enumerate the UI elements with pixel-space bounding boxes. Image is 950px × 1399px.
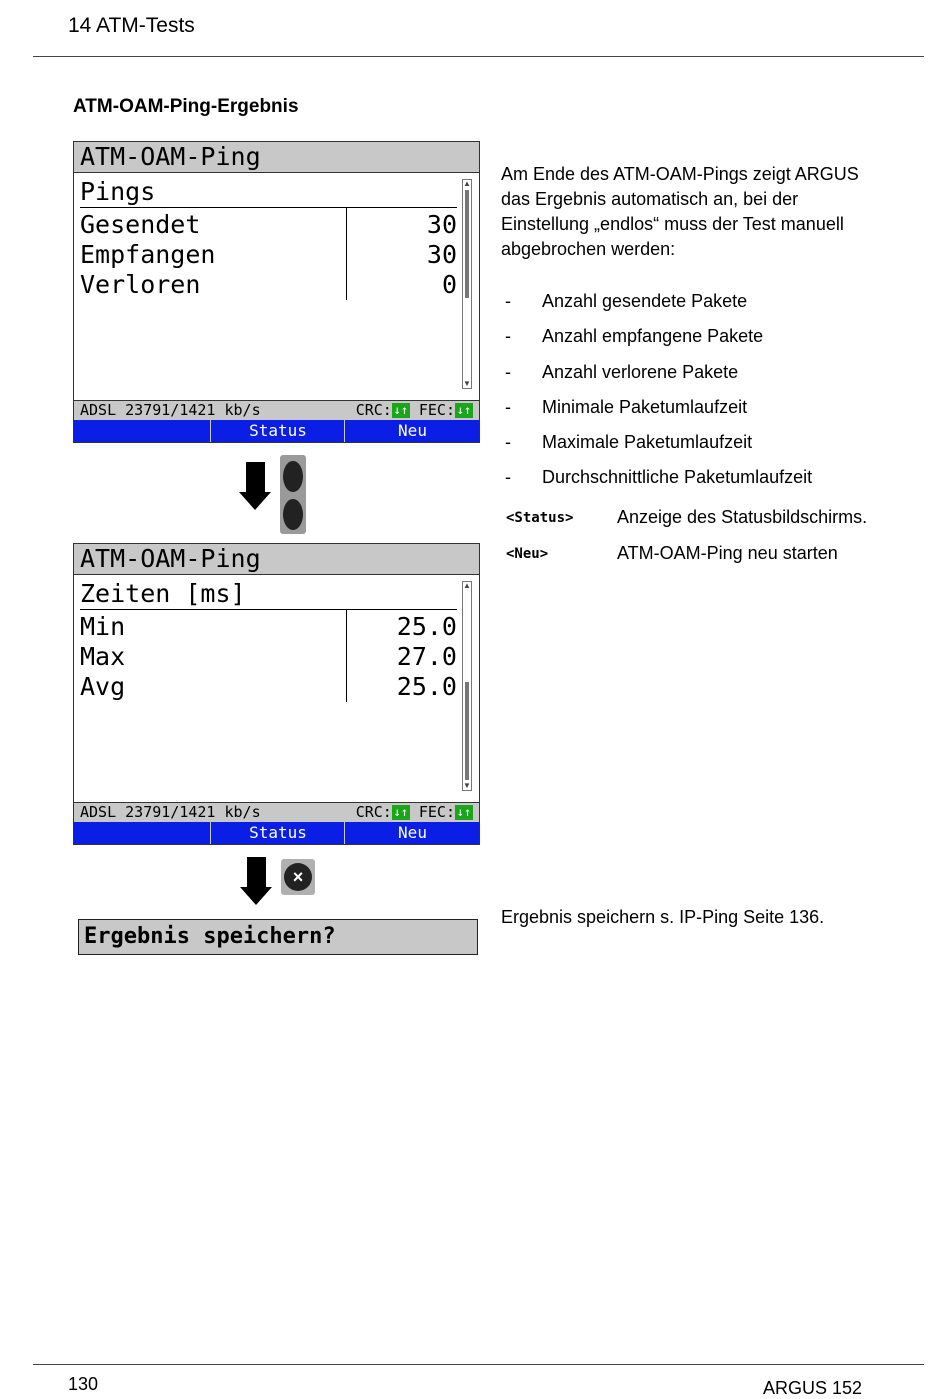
bullet-text: Anzahl gesendete Pakete	[542, 291, 748, 311]
description-paragraph: Am Ende des ATM-OAM-Pings zeigt ARGUS das Ergebnis automatisch an, bei der Einstellung „endlos“ muss der Test manuell abgebrochen werden:	[501, 164, 859, 259]
bullet-dash: -	[505, 432, 511, 452]
row-value: 30	[426, 210, 457, 239]
row-label: Min	[80, 612, 126, 641]
bullet-dash: -	[505, 291, 511, 311]
bullet-text: Anzahl verlorene Pakete	[542, 362, 739, 382]
fec-label: FEC:	[418, 803, 455, 821]
bullet-text: Minimale Paketumlaufzeit	[542, 397, 748, 417]
line-rate: ADSL 23791/1421 kb/s	[80, 401, 261, 419]
scroll-up-icon[interactable]: ▲	[463, 581, 471, 590]
device-screen-pings	[73, 141, 480, 443]
scroll-thumb[interactable]	[465, 682, 469, 780]
status-softkey[interactable]: Status	[210, 822, 345, 844]
header-divider	[33, 56, 924, 57]
bullet-dash: -	[505, 397, 511, 417]
table-row	[80, 612, 457, 642]
save-note: Ergebnis speichern s. IP-Ping Seite 136.	[501, 907, 825, 927]
table-heading: Zeiten [ms]	[80, 579, 246, 608]
fec-arrows-icon: ↓↑	[456, 805, 472, 819]
row-value: 25.0	[396, 672, 457, 701]
crc-arrows-icon: ↓↑	[393, 403, 409, 417]
row-value: 27.0	[396, 642, 457, 671]
bullet-text: Durchschnittliche Paketumlaufzeit	[542, 467, 813, 487]
scroll-thumb[interactable]	[465, 190, 469, 298]
status-softkey[interactable]: Status	[210, 420, 345, 442]
scroll-down-icon[interactable]: ▼	[463, 379, 471, 388]
line-rate: ADSL 23791/1421 kb/s	[80, 803, 261, 821]
row-label: Avg	[80, 672, 126, 701]
key-reference-status: <Status>	[506, 510, 574, 526]
bullet-text: Maximale Paketumlaufzeit	[542, 432, 753, 452]
screen-title: ATM-OAM-Ping	[74, 544, 479, 575]
row-label: Verloren	[80, 270, 201, 299]
chapter-title: 14 ATM-Tests	[68, 14, 195, 37]
crc-arrows-icon: ↓↑	[393, 805, 409, 819]
softkey-left[interactable]	[74, 420, 210, 442]
screen-body	[74, 173, 479, 400]
product-name: ARGUS 152	[763, 1378, 863, 1398]
scroll-keys-icon	[280, 455, 306, 534]
table-row	[80, 240, 457, 270]
close-key-icon	[281, 859, 315, 895]
row-value: 25.0	[396, 612, 457, 641]
key-description: Anzeige des Statusbildschirms.	[617, 507, 868, 527]
scroll-up-icon[interactable]: ▲	[463, 179, 471, 188]
bullet-text: Anzahl empfangene Pakete	[542, 326, 764, 346]
table-row	[80, 642, 457, 672]
close-icon: ×	[284, 863, 312, 891]
bullet-dash: -	[505, 467, 511, 487]
softkey-left[interactable]	[74, 822, 210, 844]
scroll-down-icon[interactable]: ▼	[463, 781, 471, 790]
section-title: ATM-OAM-Ping-Ergebnis	[73, 96, 299, 117]
screen-body	[74, 575, 479, 802]
table-divider	[80, 207, 457, 208]
row-label: Gesendet	[80, 210, 201, 239]
table-row	[80, 672, 457, 702]
save-result-prompt: Ergebnis speichern?	[78, 919, 478, 955]
arrow-down-icon	[239, 462, 271, 510]
softkey-bar	[74, 822, 479, 844]
screen-title: ATM-OAM-Ping	[74, 142, 479, 173]
key-description: ATM-OAM-Ping neu starten	[617, 543, 838, 563]
device-screen-times	[73, 543, 480, 845]
error-indicators	[356, 803, 473, 822]
row-label: Empfangen	[80, 240, 216, 269]
bullet-dash: -	[505, 326, 511, 346]
row-value: 30	[426, 240, 457, 269]
softkey-bar	[74, 420, 479, 442]
row-value: 0	[441, 270, 457, 299]
neu-softkey[interactable]: Neu	[344, 420, 480, 442]
fec-arrows-icon: ↓↑	[456, 403, 472, 417]
table-heading: Pings	[80, 177, 156, 206]
footer-divider	[33, 1364, 924, 1365]
page-number: 130	[68, 1374, 99, 1394]
table-divider	[80, 609, 457, 610]
status-bar	[74, 802, 479, 822]
crc-label: CRC:	[355, 803, 392, 821]
arrow-down-icon	[240, 857, 272, 905]
table-row	[80, 210, 457, 240]
error-indicators	[356, 401, 473, 420]
neu-softkey[interactable]: Neu	[344, 822, 480, 844]
scrollbar[interactable]	[462, 179, 472, 389]
scrollbar[interactable]	[462, 581, 472, 791]
table-row	[80, 270, 457, 300]
bullet-dash: -	[505, 362, 511, 382]
key-up-icon	[283, 461, 303, 492]
key-down-icon	[283, 499, 303, 530]
crc-label: CRC:	[355, 401, 392, 419]
key-reference-neu: <Neu>	[506, 546, 549, 562]
row-label: Max	[80, 642, 126, 671]
fec-label: FEC:	[418, 401, 455, 419]
status-bar	[74, 400, 479, 420]
